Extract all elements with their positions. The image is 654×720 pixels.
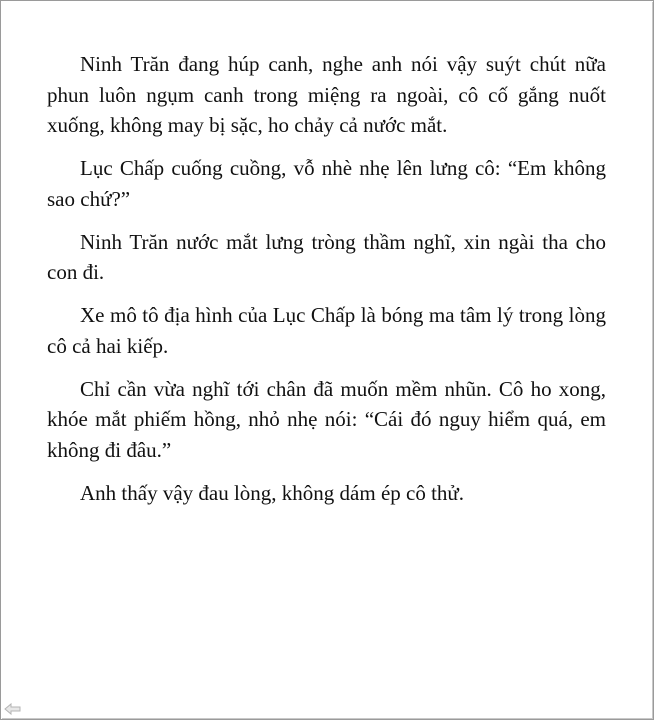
paragraph-3: Ninh Trăn nước mắt lưng tròng thầm nghĩ, xin ngài tha cho con đi. — [47, 229, 606, 284]
paragraph-4: Xe mô tô địa hình của Lục Chấp là bóng ma tâm lý trong lòng cô cả hai kiếp. — [47, 303, 606, 358]
paragraph-2: Lục Chấp cuống cuồng, vỗ nhè nhẹ lên lưng cô: “Em không sao chứ?” — [47, 156, 606, 211]
document-body — [47, 49, 606, 521]
paragraph-5: Chỉ cần vừa nghĩ tới chân đã muốn mềm nhũn. Cô ho xong, khóe mắt phiếm hồng, nhỏ nhẹ nói: “Cái đó nguy hiểm quá, em không đi đâu.” — [47, 376, 606, 462]
paragraph-6: Anh thấy vậy đau lòng, không dám ép cô thử. — [80, 480, 465, 505]
paragraph-1: Ninh Trăn đang húp canh, nghe anh nói vậy suýt chút nữa phun luôn ngụm canh trong miệng ra ngoài, cô cố gắng nuốt xuống, không may bị sặc, ho chảy cả nước mắt. — [47, 52, 606, 137]
back-arrow-icon[interactable] — [3, 701, 23, 717]
